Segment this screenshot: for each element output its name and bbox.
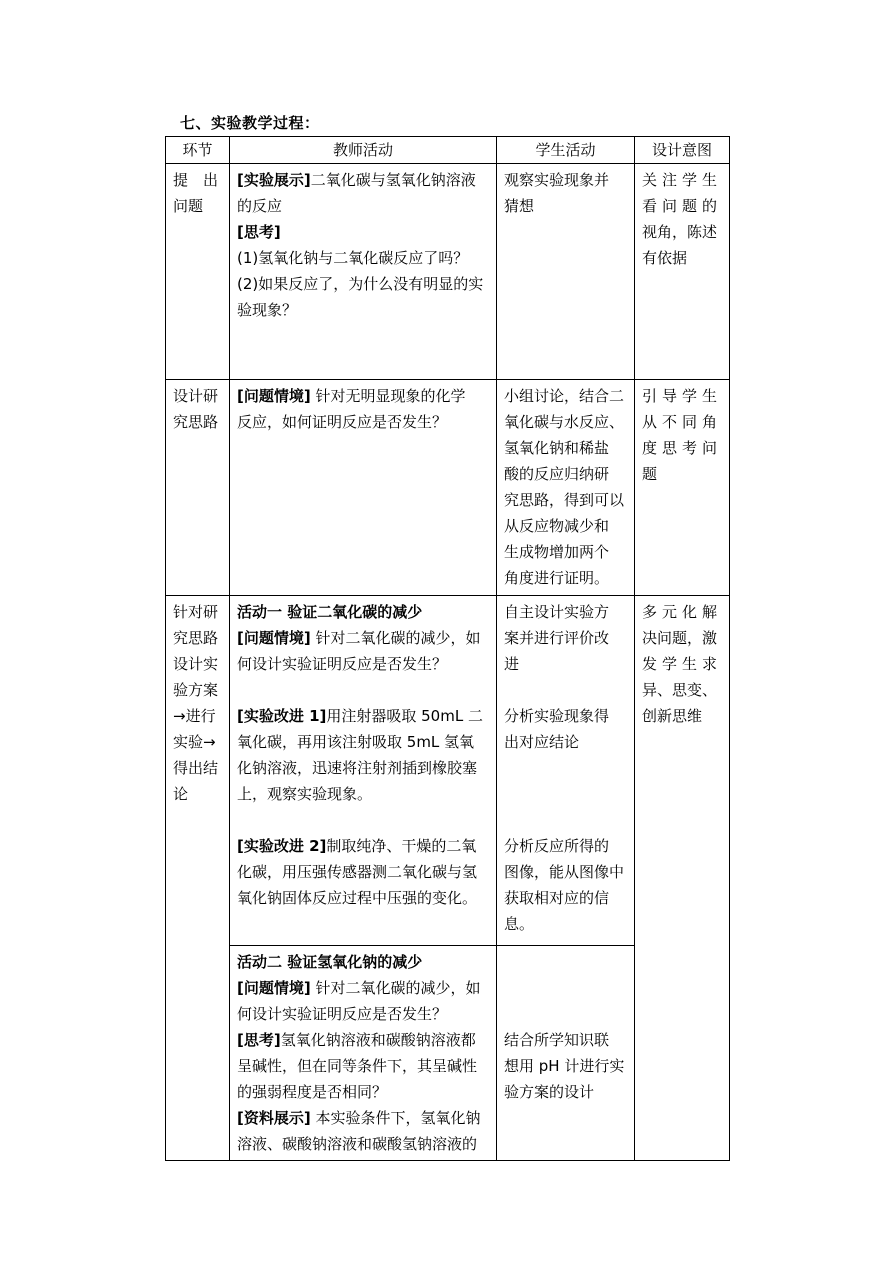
stage-cell bbox=[166, 596, 230, 1161]
intent-line: 从不同角 bbox=[642, 413, 723, 431]
section-title: 七、实验教学过程： bbox=[180, 114, 320, 132]
intent-line: 度思考问 bbox=[642, 439, 723, 457]
teacher-cell bbox=[230, 380, 497, 596]
intent-line: 发学生求 bbox=[642, 655, 723, 673]
intent-line: 有依据 bbox=[642, 249, 688, 267]
activity-two-title: 活动二 验证氢氧化钠的减少 bbox=[237, 953, 423, 971]
teacher-line: 反应，如何证明反应是否发生？ bbox=[237, 413, 448, 431]
student-line: 究思路，得到可以 bbox=[504, 491, 625, 509]
tag-improvement-2: [实验改进 2] bbox=[237, 837, 327, 855]
teacher-line: 氧化碳，再用该注射吸取 5mL 氢氧 bbox=[237, 733, 475, 751]
tag-problem-situation: [问题情境] bbox=[237, 387, 311, 405]
student-line: 小组讨论，结合二 bbox=[504, 387, 625, 405]
stage-line: 得出结 bbox=[173, 759, 219, 777]
student-line: 分析实验现象得 bbox=[504, 707, 610, 725]
tag-problem-situation: [问题情境] bbox=[237, 979, 311, 997]
student-line: 验方案的设计 bbox=[504, 1083, 595, 1101]
intent-line: 异、思变、 bbox=[642, 681, 718, 699]
student-line: 氢氧化钠和稀盐 bbox=[504, 439, 610, 457]
stage-line: 问题 bbox=[173, 197, 204, 215]
teacher-line: 何设计实验证明反应是否发生？ bbox=[237, 655, 448, 673]
student-line: 角度进行证明。 bbox=[504, 569, 610, 587]
teacher-line: 呈碱性，但在同等条件下，其呈碱性 bbox=[237, 1057, 478, 1075]
tag-think: [思考] bbox=[237, 223, 281, 241]
intent-line: 关注学生 bbox=[642, 171, 723, 189]
teaching-process-table bbox=[165, 136, 730, 1161]
header-teacher-activity: 教师活动 bbox=[230, 137, 497, 164]
stage-line: 验方案 bbox=[173, 681, 219, 699]
teacher-line: 的强弱程度是否相同？ bbox=[237, 1083, 388, 1101]
stage-line: 究思路 bbox=[173, 413, 219, 431]
teacher-cell bbox=[230, 596, 497, 946]
student-cell bbox=[497, 946, 635, 1161]
stage-line: 论 bbox=[173, 785, 189, 803]
teacher-cell bbox=[230, 946, 497, 1161]
intent-line: 多元化解 bbox=[642, 603, 723, 621]
student-cell bbox=[497, 380, 635, 596]
stage-line: 提 出 bbox=[173, 171, 219, 189]
stage-line: 实验→ bbox=[173, 733, 216, 751]
stage-line: →进行 bbox=[173, 707, 216, 725]
student-line: 氧化碳与水反应、 bbox=[504, 413, 625, 431]
student-cell bbox=[497, 164, 635, 380]
stage-cell bbox=[166, 164, 230, 380]
student-line: 自主设计实验方 bbox=[504, 603, 610, 621]
teacher-line: [问题情境] 针对无明显现象的化学 bbox=[237, 387, 466, 405]
stage-line: 设计实 bbox=[173, 655, 219, 673]
student-line: 想用 pH 计进行实 bbox=[504, 1057, 625, 1075]
intent-cell bbox=[635, 596, 730, 1161]
table-row bbox=[166, 596, 730, 946]
student-line: 息。 bbox=[504, 915, 535, 933]
stage-cell bbox=[166, 380, 230, 596]
activity-one-title: 活动一 验证二氧化碳的减少 bbox=[237, 603, 423, 621]
student-line: 案并进行评价改 bbox=[504, 629, 610, 647]
teacher-cell bbox=[230, 164, 497, 380]
intent-cell bbox=[635, 380, 730, 596]
tag-experiment-demo: [实验展示] bbox=[237, 171, 311, 189]
teacher-line: [问题情境] 针对二氧化碳的减少，如 bbox=[237, 979, 481, 997]
teacher-line: (2)如果反应了，为什么没有明显的实 bbox=[237, 275, 484, 293]
intent-line: 引导学生 bbox=[642, 387, 723, 405]
tag-problem-situation: [问题情境] bbox=[237, 629, 311, 647]
student-line: 酸的反应归纳研 bbox=[504, 465, 610, 483]
intent-line: 看问题的 bbox=[642, 197, 723, 215]
student-line: 生成物增加两个 bbox=[504, 543, 610, 561]
stage-line: 针对研 bbox=[173, 603, 219, 621]
student-line: 从反应物减少和 bbox=[504, 517, 610, 535]
tag-data-display: [资料展示] bbox=[237, 1109, 311, 1127]
table-row bbox=[166, 164, 730, 380]
student-cell bbox=[497, 596, 635, 946]
student-line: 出对应结论 bbox=[504, 733, 580, 751]
stage-line: 设计研 bbox=[173, 387, 219, 405]
tag-think: [思考] bbox=[237, 1031, 281, 1049]
teacher-line: (1)氢氧化钠与二氧化碳反应了吗？ bbox=[237, 249, 469, 267]
teacher-line: [资料展示] 本实验条件下，氢氧化钠 bbox=[237, 1109, 481, 1127]
table-row bbox=[166, 380, 730, 596]
student-line: 猜想 bbox=[504, 197, 535, 215]
student-line: 进 bbox=[504, 655, 520, 673]
header-stage: 环节 bbox=[166, 137, 230, 164]
stage-line: 究思路 bbox=[173, 629, 219, 647]
student-line: 分析反应所得的 bbox=[504, 837, 610, 855]
teacher-line: 的反应 bbox=[237, 197, 283, 215]
teacher-line: [问题情境] 针对二氧化碳的减少，如 bbox=[237, 629, 481, 647]
intent-line: 决问题，激 bbox=[642, 629, 718, 647]
teacher-line: [实验改进 1]用注射器吸取 50mL 二 bbox=[237, 707, 483, 725]
teacher-line: 氧化钠固体反应过程中压强的变化。 bbox=[237, 889, 478, 907]
student-line: 获取相对应的信 bbox=[504, 889, 610, 907]
teacher-line: 溶液、碳酸钠溶液和碳酸氢钠溶液的 bbox=[237, 1135, 478, 1153]
teacher-line: 上，观察实验现象。 bbox=[237, 785, 373, 803]
teacher-line: 化钠溶液，迅速将注射剂插到橡胶塞 bbox=[237, 759, 478, 777]
header-design-intent: 设计意图 bbox=[635, 137, 730, 164]
teacher-line: [实验改进 2]制取纯净、干燥的二氧 bbox=[237, 837, 477, 855]
intent-line: 视角，陈述 bbox=[642, 223, 718, 241]
teacher-line: 验现象？ bbox=[237, 301, 298, 319]
teacher-line: 何设计实验证明反应是否发生？ bbox=[237, 1005, 448, 1023]
intent-line: 创新思维 bbox=[642, 707, 703, 725]
teacher-line: [思考]氢氧化钠溶液和碳酸钠溶液都 bbox=[237, 1031, 476, 1049]
intent-cell bbox=[635, 164, 730, 380]
header-student-activity: 学生活动 bbox=[497, 137, 635, 164]
student-line: 图像，能从图像中 bbox=[504, 863, 625, 881]
table-header-row bbox=[166, 137, 730, 164]
student-line: 结合所学知识联 bbox=[504, 1031, 610, 1049]
student-line: 观察实验现象并 bbox=[504, 171, 610, 189]
tag-improvement-1: [实验改进 1] bbox=[237, 707, 327, 725]
teacher-line: 化碳，用压强传感器测二氧化碳与氢 bbox=[237, 863, 478, 881]
intent-line: 题 bbox=[642, 465, 658, 483]
teacher-line: [实验展示]二氧化碳与氢氧化钠溶液 bbox=[237, 171, 476, 189]
